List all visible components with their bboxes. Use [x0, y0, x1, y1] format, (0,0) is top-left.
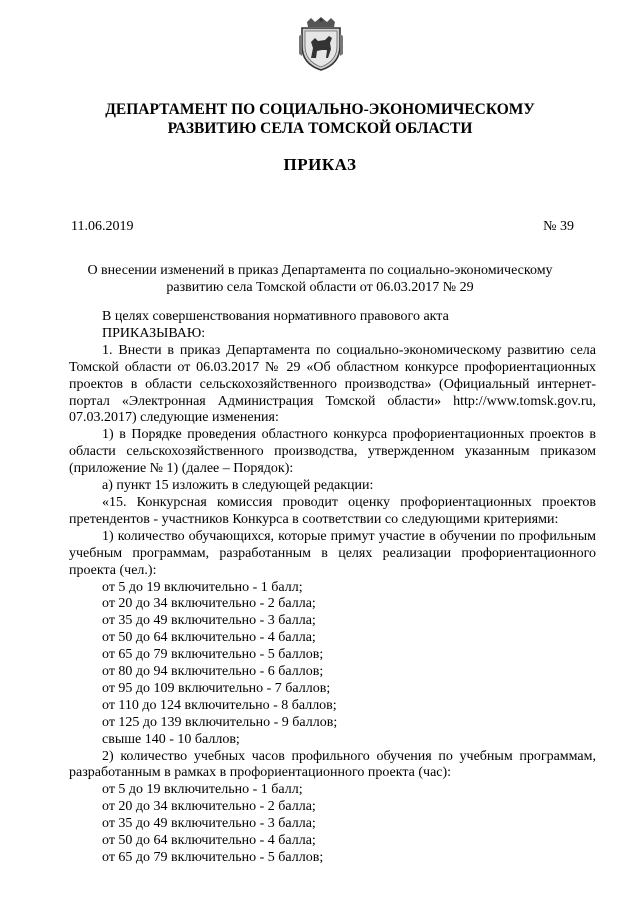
list-item: от 5 до 19 включительно - 1 балл; — [102, 579, 303, 595]
list-item: от 20 до 34 включительно - 2 балла; — [102, 799, 316, 815]
list-item: от 35 до 49 включительно - 3 балла; — [102, 613, 316, 629]
list-item: от 80 до 94 включительно - 6 баллов; — [102, 664, 324, 680]
clause-15: «15. Конкурсная комиссия проводит оценку профориентационных проектов претендентов - участников Конкурса в соответствии со следующими критериями: — [69, 494, 596, 527]
clause-1-1: 1) в Порядке проведения областного конкурса профориентационных проектов в области сельскохозяйственного производства, утвержденном указанным приказом (приложение № 1) (далее – Порядок): — [69, 427, 596, 477]
list-item: от 50 до 64 включительно - 4 балла; — [102, 630, 316, 646]
clause-1-1-a: а) пункт 15 изложить в следующей редакции: — [102, 478, 374, 494]
criterion-1: 1) количество обучающихся, которые примут участие в обучении по профильным учебным программам, разработанным в целях реализации профориентационного проекта (чел.): — [69, 528, 596, 578]
list-item: от 50 до 64 включительно - 4 балла; — [102, 833, 316, 849]
document-type-title: ПРИКАЗ — [283, 155, 357, 174]
order-subject-line2: развитию села Томской области от 06.03.2017 № 29 — [166, 280, 474, 295]
coat-of-arms-icon — [298, 16, 344, 72]
order-date: 11.06.2019 — [71, 219, 134, 234]
order-body — [69, 309, 596, 867]
list-item: от 5 до 19 включительно - 1 балл; — [102, 782, 303, 798]
list-item: от 35 до 49 включительно - 3 балла; — [102, 816, 316, 832]
order-number: № 39 — [543, 219, 574, 234]
list-item: свыше 140 - 10 баллов; — [102, 731, 240, 747]
list-item: от 65 до 79 включительно - 5 баллов; — [102, 647, 324, 663]
list-item: от 95 до 109 включительно - 7 баллов; — [102, 680, 331, 696]
order-directive: ПРИКАЗЫВАЮ: — [102, 325, 206, 341]
clause-1: 1. Внести в приказ Департамента по социально-экономическому развитию села Томской области от 06.03.2017 № 29 «Об областном конкурсе профориентационных проектов в области сельскохозяйственного производства» (Официальный интернет-портал «Электронная Администрация Томской области» http://www.tomsk.gov.ru, 07.03.2017) следующие изменения: — [69, 342, 596, 426]
department-name-line2: РАЗВИТИЮ СЕЛА ТОМСКОЙ ОБЛАСТИ — [167, 120, 473, 137]
department-name-line1: ДЕПАРТАМЕНТ ПО СОЦИАЛЬНО-ЭКОНОМИЧЕСКОМУ — [105, 101, 535, 118]
criterion-2: 2) количество учебных часов профильного обучения по учебным программам, разработанным в рамках в профориентационного проекта (час): — [69, 748, 596, 781]
list-item: от 125 до 139 включительно - 9 баллов; — [102, 714, 338, 730]
order-subject-line1: О внесении изменений в приказ Департамента по социально-экономическому — [87, 263, 553, 278]
preamble: В целях совершенствования нормативного правового акта — [102, 309, 449, 324]
list-item: от 110 до 124 включительно - 8 баллов; — [102, 697, 337, 713]
list-item: от 20 до 34 включительно - 2 балла; — [102, 596, 316, 612]
list-item: от 65 до 79 включительно - 5 баллов; — [102, 850, 324, 865]
